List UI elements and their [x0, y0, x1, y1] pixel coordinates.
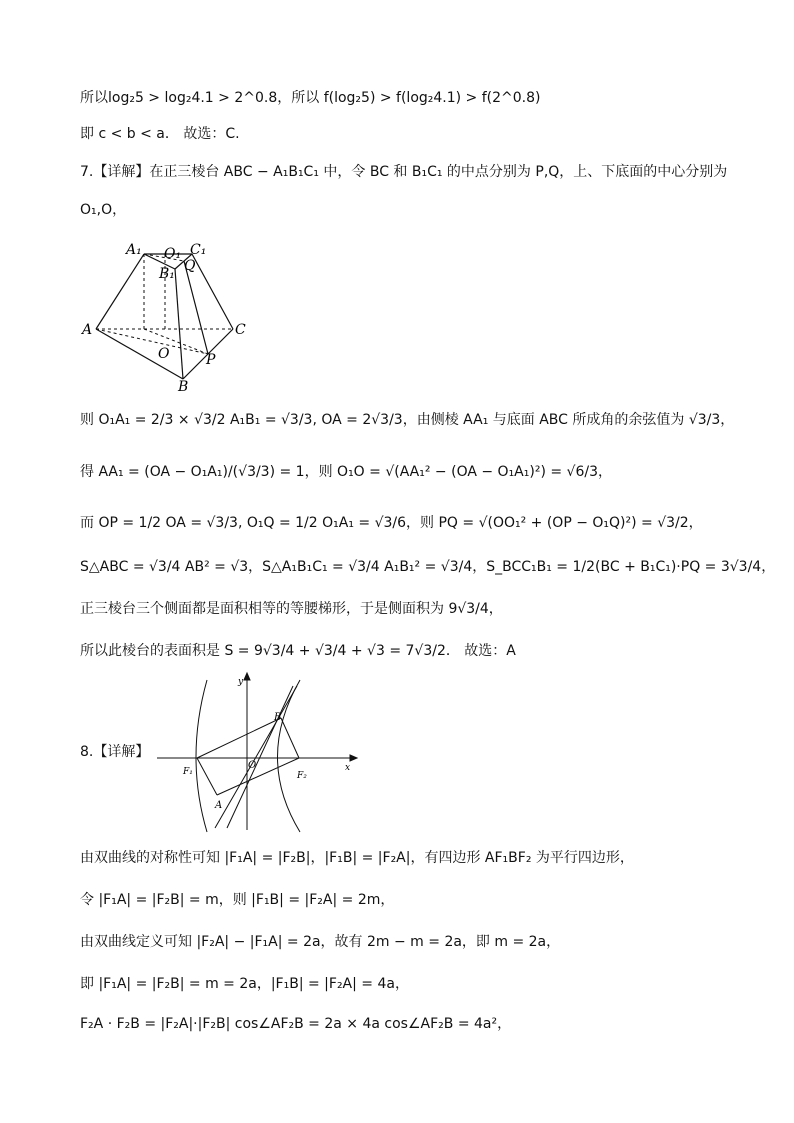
- text-line-16: F₂A · F₂B = |F₂A|·|F₂B| cos∠AF₂B = 2a × 4a cos∠AF₂B = 4a²，: [80, 1016, 512, 1032]
- segment-F2A: [217, 758, 299, 795]
- text-line-10: 所以此棱台的表面积是 S = 9√3/4 + √3/4 + √3 = 7√3/2． 故选：A: [80, 643, 516, 659]
- dash-OP: [144, 329, 208, 354]
- text-line-2: 即 c < b < a． 故选：C.: [80, 126, 240, 142]
- segment-AF1: [197, 758, 217, 795]
- label-A: A: [215, 800, 223, 811]
- edge-AB: [96, 329, 183, 379]
- hyperbola-figure: [155, 670, 360, 835]
- label-C: C: [235, 322, 246, 338]
- segment-PQ: [184, 261, 208, 354]
- label-x: x: [345, 763, 351, 773]
- text-line-7: 而 OP = 1/2 OA = √3/3, O₁Q = 1/2 O₁A₁ = √3/6，则 PQ = √(OO₁² + (OP − O₁Q)²) = √3/2，: [80, 515, 703, 531]
- text-line-1: 所以log₂5 > log₂4.1 > 2^0.8，所以 f(log₂5) > f(log₂4.1) > f(2^0.8): [80, 90, 541, 106]
- label-O1: O₁: [164, 246, 182, 262]
- text-line-14: 由双曲线定义可知 |F₂A| − |F₁A| = 2a，故有 2m − m = 2a，即 m = 2a，: [80, 934, 561, 950]
- text-line-13: 令 |F₁A| = |F₂B| = m，则 |F₁B| = |F₂A| = 2m，: [80, 892, 395, 908]
- label-y: y: [238, 677, 244, 687]
- text-line-4: O₁,O，: [80, 202, 127, 218]
- label-B: B: [178, 379, 189, 395]
- label-O: O: [158, 346, 170, 362]
- label-C1: C₁: [190, 242, 207, 258]
- label-B: B: [274, 712, 282, 723]
- text-line-5: 则 O₁A₁ = 2/3 × √3/2 A₁B₁ = √3/3, OA = 2√3/3，由侧棱 AA₁ 与底面 ABC 所成角的余弦值为 √3/3，: [80, 412, 735, 428]
- line-steep: [227, 686, 293, 828]
- label-F1: F₁: [183, 767, 193, 777]
- segment-BF2: [281, 718, 299, 758]
- label-O: O: [248, 760, 257, 771]
- label-Q: Q: [184, 258, 196, 274]
- label-F2: F₂: [297, 771, 307, 781]
- text-line-8: S△ABC = √3/4 AB² = √3，S△A₁B₁C₁ = √3/4 A₁B₁² = √3/4，S_BCC₁B₁ = 1/2(BC + B₁C₁)·PQ = 3√3/4，: [80, 559, 776, 575]
- dash-AP: [96, 329, 208, 354]
- x-axis-arrow: [350, 755, 357, 761]
- text-line-9: 正三棱台三个侧面都是面积相等的等腰梯形，于是侧面积为 9√3/4，: [80, 601, 503, 617]
- text-line-15: 即 |F₁A| = |F₂B| = m = 2a，|F₁B| = |F₂A| = 4a，: [80, 976, 409, 992]
- text-line-11: 8.【详解】: [80, 744, 150, 760]
- edge-AA1: [96, 254, 144, 329]
- frustum-figure: [80, 236, 260, 396]
- hyperbola-right-branch: [278, 680, 301, 832]
- label-A: A: [82, 322, 93, 338]
- y-axis-arrow: [244, 673, 250, 680]
- text-line-12: 由双曲线的对称性可知 |F₁A| = |F₂B|，|F₁B| = |F₂A|，有四边形 AF₁BF₂ 为平行四边形，: [80, 850, 634, 866]
- text-line-3: 7.【详解】在正三棱台 ABC − A₁B₁C₁ 中，令 BC 和 B₁C₁ 的中点分别为 P,Q，上、下底面的中心分别为: [80, 164, 728, 180]
- label-A1: A₁: [126, 242, 142, 258]
- label-P: P: [206, 352, 216, 368]
- label-B1: B₁: [159, 266, 175, 282]
- text-line-6: 得 AA₁ = (OA − O₁A₁)/(√3/3) = 1，则 O₁O = √(AA₁² − (OA − O₁A₁)²) = √6/3，: [80, 464, 612, 480]
- edge-BB1: [175, 269, 183, 379]
- line-AB: [215, 686, 297, 828]
